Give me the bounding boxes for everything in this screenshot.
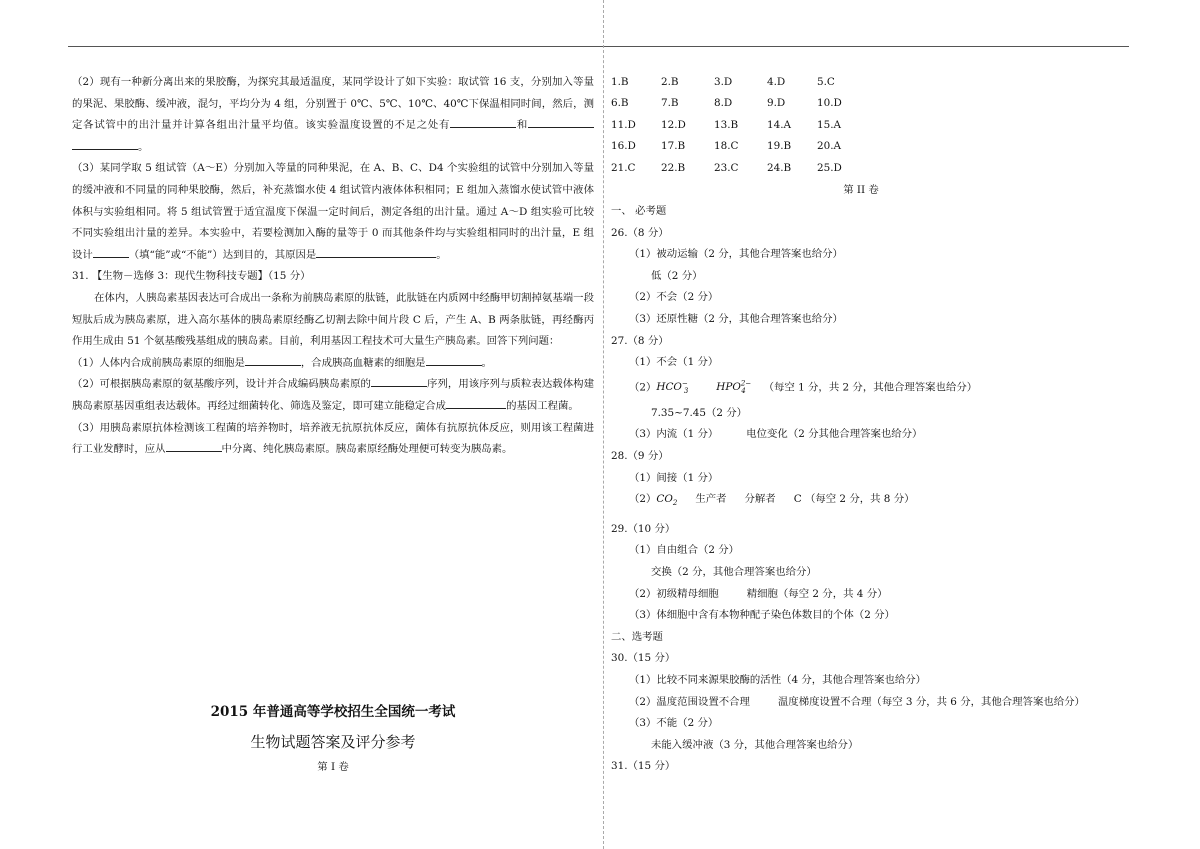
- answer-cell: 3.D: [714, 76, 733, 88]
- fold-line: [603, 0, 604, 849]
- volume-one-label: 第 I 卷: [317, 761, 349, 773]
- answer-cell: 22.B: [661, 161, 686, 174]
- q27-answer-2b: 7.35~7.45（2 分）: [651, 406, 748, 419]
- q30-part2-and: 和: [516, 119, 529, 132]
- answer-cell: 13.B: [714, 118, 739, 131]
- answer-blank: [528, 115, 594, 128]
- q30-answer-2: [611, 692, 1131, 714]
- volume-two-label: 第 II 卷: [843, 183, 879, 196]
- q28-answer-1: （1）间接（1 分）: [629, 471, 719, 484]
- q28-heading: 28.（9 分）: [611, 450, 669, 463]
- answer-cell: 24.B: [767, 161, 792, 174]
- q29-answer-1b: 交换（2 分，其他合理答案也给分）: [651, 566, 817, 579]
- q29-answer-1: （1）自由组合（2 分）: [629, 544, 740, 557]
- answer-row: [611, 93, 1131, 114]
- formula-base: HCO: [656, 381, 682, 394]
- answer-cell: 4.D: [767, 76, 786, 88]
- q31-part1-mid: ，合成胰高血糖素的细胞是: [300, 356, 426, 369]
- answer-cell: 15.A: [817, 118, 842, 131]
- q27-answer-3a: （3）内流（1 分）: [629, 428, 719, 441]
- q30-part3-mid: （填“能”或“不能”）达到目的，其原因是: [128, 248, 317, 261]
- section-required: 一、 必考题: [611, 204, 667, 217]
- answer-row: [611, 136, 1131, 157]
- q26-heading: 26.（8 分）: [611, 226, 669, 239]
- q29-answer-2a: （2）初级精母细胞: [629, 587, 719, 600]
- q31-part2-mid: 序列，用该序列与质粒表达载体构建胰岛素原基因重组表达载体。再经过细菌转化、筛选及鉴定，即可建立能稳定合成: [72, 378, 595, 412]
- answer-cell: 1.B: [611, 76, 629, 88]
- q26-answer-1: （1）被动运输（2 分，其他合理答案也给分）: [629, 248, 843, 261]
- q30-part2: [72, 72, 594, 158]
- formula-base: CO: [656, 493, 673, 506]
- q27-heading: 27.（8 分）: [611, 334, 669, 347]
- q29-answer-2: [611, 584, 1131, 606]
- answer-blank: [446, 396, 506, 409]
- answer-blank: [371, 374, 427, 387]
- answer-cell: 21.C: [611, 161, 636, 174]
- answer-cell: 12.D: [661, 118, 686, 131]
- answer-blank: [450, 115, 516, 128]
- answer-cell: 19.B: [767, 140, 792, 153]
- answer-row: [611, 72, 1131, 93]
- answer-blank: [245, 353, 301, 366]
- q31-part2-text: （2）可根据胰岛素原的氨基酸序列，设计并合成编码胰岛素原的: [72, 378, 371, 391]
- answer-cell: 9.D: [767, 97, 786, 110]
- q31-part3: [72, 418, 594, 461]
- top-rule: [68, 46, 1129, 47]
- q29-answer-2b: 精细胞（每空 2 分，共 4 分）: [746, 587, 888, 600]
- right-column: [611, 72, 1131, 778]
- q26-answer-2: （2）不会（2 分）: [629, 291, 719, 304]
- answer-row: [611, 115, 1131, 136]
- q26-answer-3: （3）还原性糖（2 分，其他合理答案也给分）: [629, 312, 843, 325]
- answer-cell: 2.B: [661, 76, 679, 88]
- q30-part3: [72, 158, 594, 266]
- answer-blank: [166, 439, 222, 452]
- exam-subtitle: 生物试题答案及评分参考: [250, 733, 416, 751]
- q30-answer-2b: 温度梯度设置不合理（每空 3 分，共 6 分，其他合理答案也给分）: [777, 695, 1085, 708]
- answer-cell: 16.D: [611, 140, 636, 153]
- section-elective: 二、选考题: [611, 630, 663, 643]
- q30-part3-text: （3）某同学取 5 组试管（A～E）分别加入等量的同种果泥，在 A、B、C、D4 个实验组的试管中分别加入等量的缓冲液和不同量的同种果胶酶，然后，补充蒸馏水使 4 组试管内液体体积相同；E 组加入蒸馏水使试管中液体体积与实验组相同。将 5 组试管置于适宜温度下保温一定时间后，测定各组的出汁量。通过 A～D 组实验可比较不同实验组出汁量的差异。本实验中，若要检测加入酶的量等于 0 而其他条件均与实验组相同时的出汁量，E 组设计: [72, 162, 594, 261]
- q28-answer-2-label: （2）: [629, 493, 657, 506]
- q27-answer-1: （1）不会（1 分）: [629, 356, 719, 369]
- q30-heading: 30.（15 分）: [611, 652, 676, 665]
- answer-cell: 6.B: [611, 97, 629, 110]
- answer-cell: 14.A: [767, 118, 792, 131]
- q29-heading: 29.（10 分）: [611, 522, 676, 535]
- q31-part1-end: 。: [481, 356, 492, 369]
- answer-blank: [426, 353, 482, 366]
- answer-cell: 25.D: [817, 161, 842, 174]
- q30-answer-1: （1）比较不同来源果胶酶的活性（4 分，其他合理答案也给分）: [629, 674, 927, 687]
- q28-answer-2c: C （每空 2 分，共 8 分）: [793, 493, 915, 506]
- q30-answer-3b: 未能入缓冲液（3 分，其他合理答案也给分）: [651, 738, 859, 751]
- answer-cell: 11.D: [611, 118, 636, 131]
- co2-formula: [656, 493, 678, 508]
- q28-answer-2b: 分解者: [744, 493, 776, 506]
- answer-key-grid: [611, 72, 1131, 179]
- answer-cell: 23.C: [714, 161, 739, 174]
- answer-blank: [316, 245, 436, 258]
- exam-title: 2015 年普通高等学校招生全国统一考试: [210, 704, 456, 720]
- answer-cell: 5.C: [817, 76, 835, 88]
- q27-answer-2-label: （2）: [629, 381, 657, 394]
- q31-part3-end: 中分离、纯化胰岛素原。胰岛素原经酶处理便可转变为胰岛素。: [221, 443, 513, 456]
- q31-part2: [72, 374, 594, 417]
- formula-charge: −: [681, 379, 688, 388]
- q30-part3-end: 。: [436, 248, 447, 261]
- formula-charge: 2−: [740, 379, 752, 388]
- q31-part1-text: （1）人体内合成前胰岛素原的细胞是: [72, 356, 245, 369]
- answer-cell: 7.B: [661, 97, 679, 110]
- bicarbonate-formula: [656, 379, 689, 396]
- q28-answer-2: [611, 489, 1131, 515]
- formula-subscript: 3: [683, 387, 689, 396]
- q30-part2-text: （2）现有一种新分离出来的果胶酶，为探究其最适温度，某同学设计了如下实验：取试管 16 支，分别加入等量的果泥、果胶酶、缓冲液，混匀，平均分为 4 组，分别置于 0℃、5℃、10℃、40℃下保温相同时间，然后，测定各试管中的出汁量并计算各组出汁量平均值。该实验温度设置的不足之处有: [72, 76, 594, 132]
- answer-cell: 17.B: [661, 140, 686, 153]
- answer-row: [611, 158, 1131, 179]
- q27-answer-2-note: （每空 1 分，共 2 分，其他合理答案也给分）: [763, 381, 978, 394]
- formula-subscript: 4: [741, 387, 746, 396]
- q26-answer-1b: 低（2 分）: [651, 269, 703, 282]
- answer-cell: 8.D: [714, 97, 733, 110]
- q31-part1: [72, 353, 594, 375]
- answer-blank: [72, 137, 138, 150]
- answer-cell: 20.A: [817, 140, 842, 153]
- answer-cell: 18.C: [714, 140, 739, 153]
- q31-part2-end: 的基因工程菌。: [506, 399, 579, 412]
- left-column: [72, 72, 594, 461]
- q28-answer-2a: 生产者: [695, 493, 727, 506]
- q30-part2-end: 。: [138, 140, 149, 153]
- q31-part3-text: （3）用胰岛素原抗体检测该工程菌的培养物时，培养液无抗原抗体反应，菌体有抗原抗体反应，则用该工程菌进行工业发酵时，应从: [72, 421, 594, 456]
- q30-answer-3: （3）不能（2 分）: [629, 717, 719, 730]
- q31-answer-heading: 31.（15 分）: [611, 760, 676, 773]
- q31-stem: 在体内，人胰岛素基因表达可合成出一条称为前胰岛素原的肽链，此肽链在内质网中经酶甲切割掉氨基端一段短肽后成为胰岛素原，进入高尔基体的胰岛素原经酶乙切割去除中间片段 C 后，产生 A、B 两条肽链，再经酶丙作用生成由 51 个氨基酸残基组成的胰岛素。目前，利用基因工程技术可大量生产胰岛素。回答下列问题：: [72, 291, 594, 348]
- answer-blank: [93, 245, 129, 258]
- q27-answer-3: [611, 424, 1131, 446]
- q30-answer-2a: （2）温度范围设置不合理: [629, 695, 750, 708]
- q31-heading: 31. 【生物－选修 3：现代生物科技专题】（15 分）: [72, 270, 311, 283]
- formula-base: HPO: [716, 381, 741, 394]
- answer-cell: 10.D: [817, 97, 842, 110]
- phosphate-formula: [716, 379, 752, 396]
- exam-title-block: [72, 700, 594, 778]
- q29-answer-3: （3）体细胞中含有本物种配子染色体数目的个体（2 分）: [629, 609, 895, 622]
- q27-answer-2: [611, 374, 1131, 403]
- q27-answer-3b: 电位变化（2 分其他合理答案也给分）: [746, 428, 923, 441]
- formula-subscript: 2: [672, 499, 678, 508]
